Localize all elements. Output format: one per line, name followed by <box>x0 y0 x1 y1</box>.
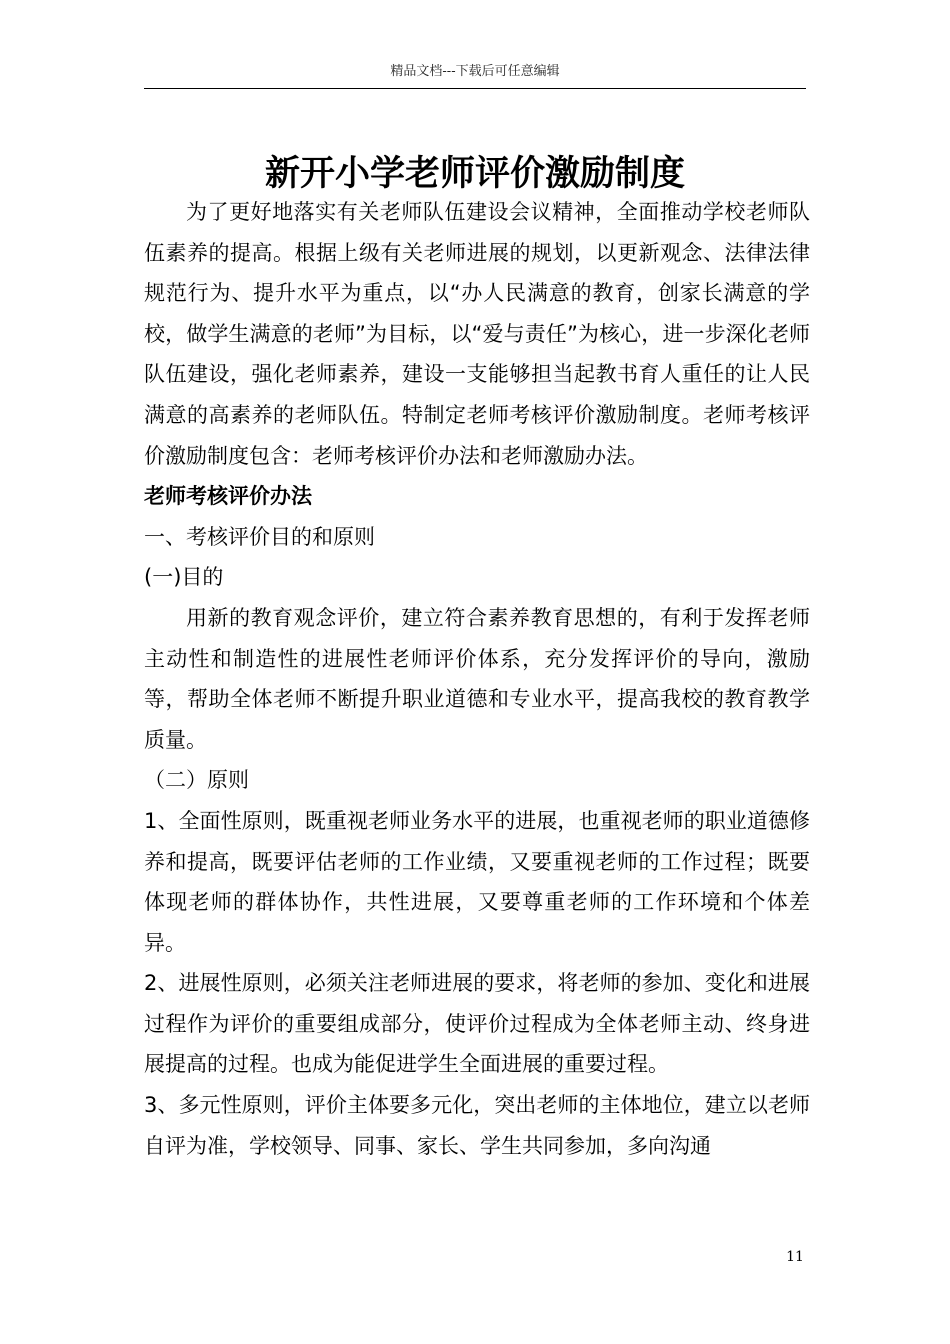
header-rule <box>144 88 806 89</box>
principle-1-paragraph: 1、全面性原则，既重视老师业务水平的进展，也重视老师的职业道德修养和提高，既要评估老师的工作业绩，又要重视老师的工作过程；既要体现老师的群体协作，共性进展，又要尊重老师的工作环境和个体差异。 <box>144 808 810 955</box>
item-heading-principles: （二）原则 <box>144 768 249 793</box>
purpose-paragraph: 用新的教育观念评价，建立符合素养教育思想的，有利于发挥老师主动性和制造性的进展性老师评价体系，充分发挥评价的导向，激励等，帮助全体老师不断提升职业道德和专业水平，提高我校的教育教学质量。 <box>144 605 810 752</box>
subsection-heading: 一、考核评价目的和原则 <box>144 524 375 549</box>
intro-paragraph: 为了更好地落实有关老师队伍建设会议精神，全面推动学校老师队伍素养的提高。根据上级有关老师进展的规划，以更新观念、法律法律规范行为、提升水平为重点，以“办人民满意的教育，创家长满意的学校，做学生满意的老师”为目标，以“爱与责任”为核心，进一步深化老师队伍建设，强化老师素养，建设一支能够担当起教书育人重任的让人民满意的高素养的老师队伍。特制定老师考核评价激励制度。老师考核评价激励制度包含：老师考核评价办法和老师激励办法。 <box>144 200 810 468</box>
page-header: 精品文档---下载后可任意编辑 <box>390 64 560 79</box>
page-number: 11 <box>786 1249 804 1265</box>
section-heading: 老师考核评价办法 <box>144 484 312 509</box>
document-title: 新开小学老师评价激励制度 <box>264 154 685 194</box>
principle-3-paragraph: 3、多元性原则，评价主体要多元化，突出老师的主体地位，建立以老师自评为准，学校领导、同事、家长、学生共同参加，多向沟通 <box>144 1093 810 1158</box>
document-body <box>144 192 810 1166</box>
principle-2-paragraph: 2、进展性原则，必须关注老师进展的要求，将老师的参加、变化和进展过程作为评价的重要组成部分，使评价过程成为全体老师主动、终身进展提高的过程。也成为能促进学生全面进展的重要过程。 <box>144 971 810 1077</box>
item-heading-purpose: (一)目的 <box>144 565 224 590</box>
